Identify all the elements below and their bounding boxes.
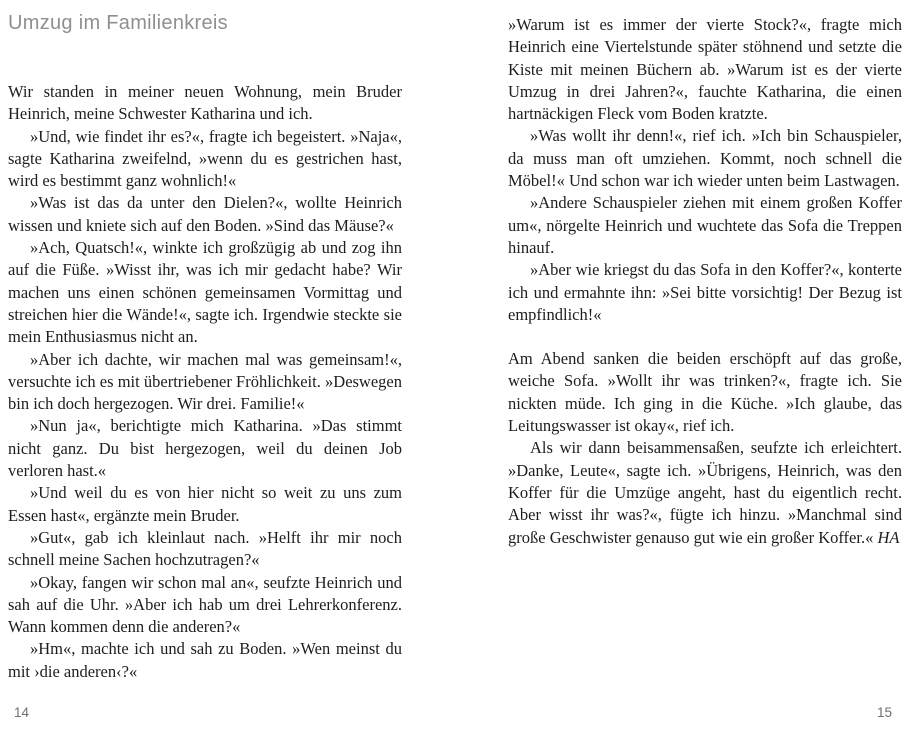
paragraph: »Aber ich dachte, wir machen mal was gemeinsam!«, versuchte ich es mit übertriebener Fröhlichkeit. »Deswegen bin ich doch hergezogen. Wir drei. Familie!«	[8, 349, 402, 414]
page-right	[508, 0, 902, 731]
paragraph: »Und, wie findet ihr es?«, fragte ich begeistert. »Naja«, sagte Katharina zweifelnd, »wenn du es gestrichen hast, wird es bestimmt ganz wohnlich!«	[8, 126, 402, 191]
author-initials: HA	[873, 527, 900, 547]
right-page-body	[508, 14, 902, 549]
paragraph: »Ach, Quatsch!«, winkte ich großzügig ab und zog ihn auf die Füße. »Wisst ihr, was ich mir gedacht habe? Wir machen uns einen schönen gemeinsamen Vormittag und streichen hier die Wände!«, sagte ich. Irgendwie steckte sie mein Enthusiasmus nicht an.	[8, 238, 402, 347]
paragraph: »Was wollt ihr denn!«, rief ich. »Ich bin Schauspieler, da muss man oft umziehen. Kommt, noch schnell die Möbel!« Und schon war ich wieder unten beim Lastwagen.	[508, 126, 902, 191]
page-number-right: 15	[876, 705, 892, 720]
paragraph: »Was ist das da unter den Dielen?«, wollte Heinrich wissen und kniete sich auf den Boden. »Sind das Mäuse?«	[8, 193, 402, 235]
page-left	[8, 0, 402, 731]
left-page-body	[8, 81, 402, 683]
paragraph: Wir standen in meiner neuen Wohnung, mein Bruder Heinrich, meine Schwester Katharina und ich.	[8, 82, 402, 124]
paragraph: »Okay, fangen wir schon mal an«, seufzte Heinrich und sah auf die Uhr. »Aber ich hab um drei Lehrerkonferenz. Wann kommen denn die anderen?«	[8, 572, 402, 637]
paragraph: »Andere Schauspieler ziehen mit einem großen Koffer um«, nörgelte Heinrich und wuchtete das Sofa die Treppen hinauf.	[508, 193, 902, 257]
paragraph: »Hm«, machte ich und sah zu Boden. »Wen meinst du mit ›die anderen‹?«	[8, 639, 402, 681]
paragraph: »Gut«, gab ich kleinlaut nach. »Helft ihr mir noch schnell meine Sachen hochzutragen?«	[8, 527, 402, 570]
paragraph: »Und weil du es von hier nicht so weit zu uns zum Essen hast«, ergänzte mein Bruder.	[8, 483, 402, 525]
page-number-left: 14	[14, 705, 30, 720]
story-title: Umzug im Familienkreis	[8, 12, 228, 34]
paragraph: »Nun ja«, berichtigte mich Katharina. »Das stimmt nicht ganz. Du bist hergezogen, weil du deinen Job verloren hast.«	[8, 416, 402, 481]
paragraph: Als wir dann beisammensaßen, seufzte ich erleichtert. »Danke, Leute«, sagte ich. »Übrigens, Heinrich, was den Koffer für die Umzüge angeht, hast du eigentlich recht. Aber wisst ihr was?«, fügte ich hinzu. »Manchmal sind große Geschwister genauso gut wie ein großer Koffer.« HA	[508, 438, 902, 547]
paragraph: »Warum ist es immer der vierte Stock?«, fragte mich Heinrich eine Viertelstunde später stöhnend und setzte die Kiste mit meinen Büchern ab. »Warum ist es der vierte Umzug in drei Jahren?«, fauchte Katharina, die einen hartnäckigen Fleck vom Boden kratzte.	[508, 15, 902, 124]
paragraph: »Aber wie kriegst du das Sofa in den Koffer?«, konterte ich und ermahnte ihn: »Sei bitte vorsichtig! Der Bezug ist empfindlich!«	[508, 260, 902, 324]
paragraph: Am Abend sanken die beiden erschöpft auf das große, weiche Sofa. »Wollt ihr was trinken?«, fragte ich. Sie nickten müde. Ich ging in die Küche. »Ich glaube, das Leitungswasser ist okay«, rief ich.	[508, 349, 902, 436]
